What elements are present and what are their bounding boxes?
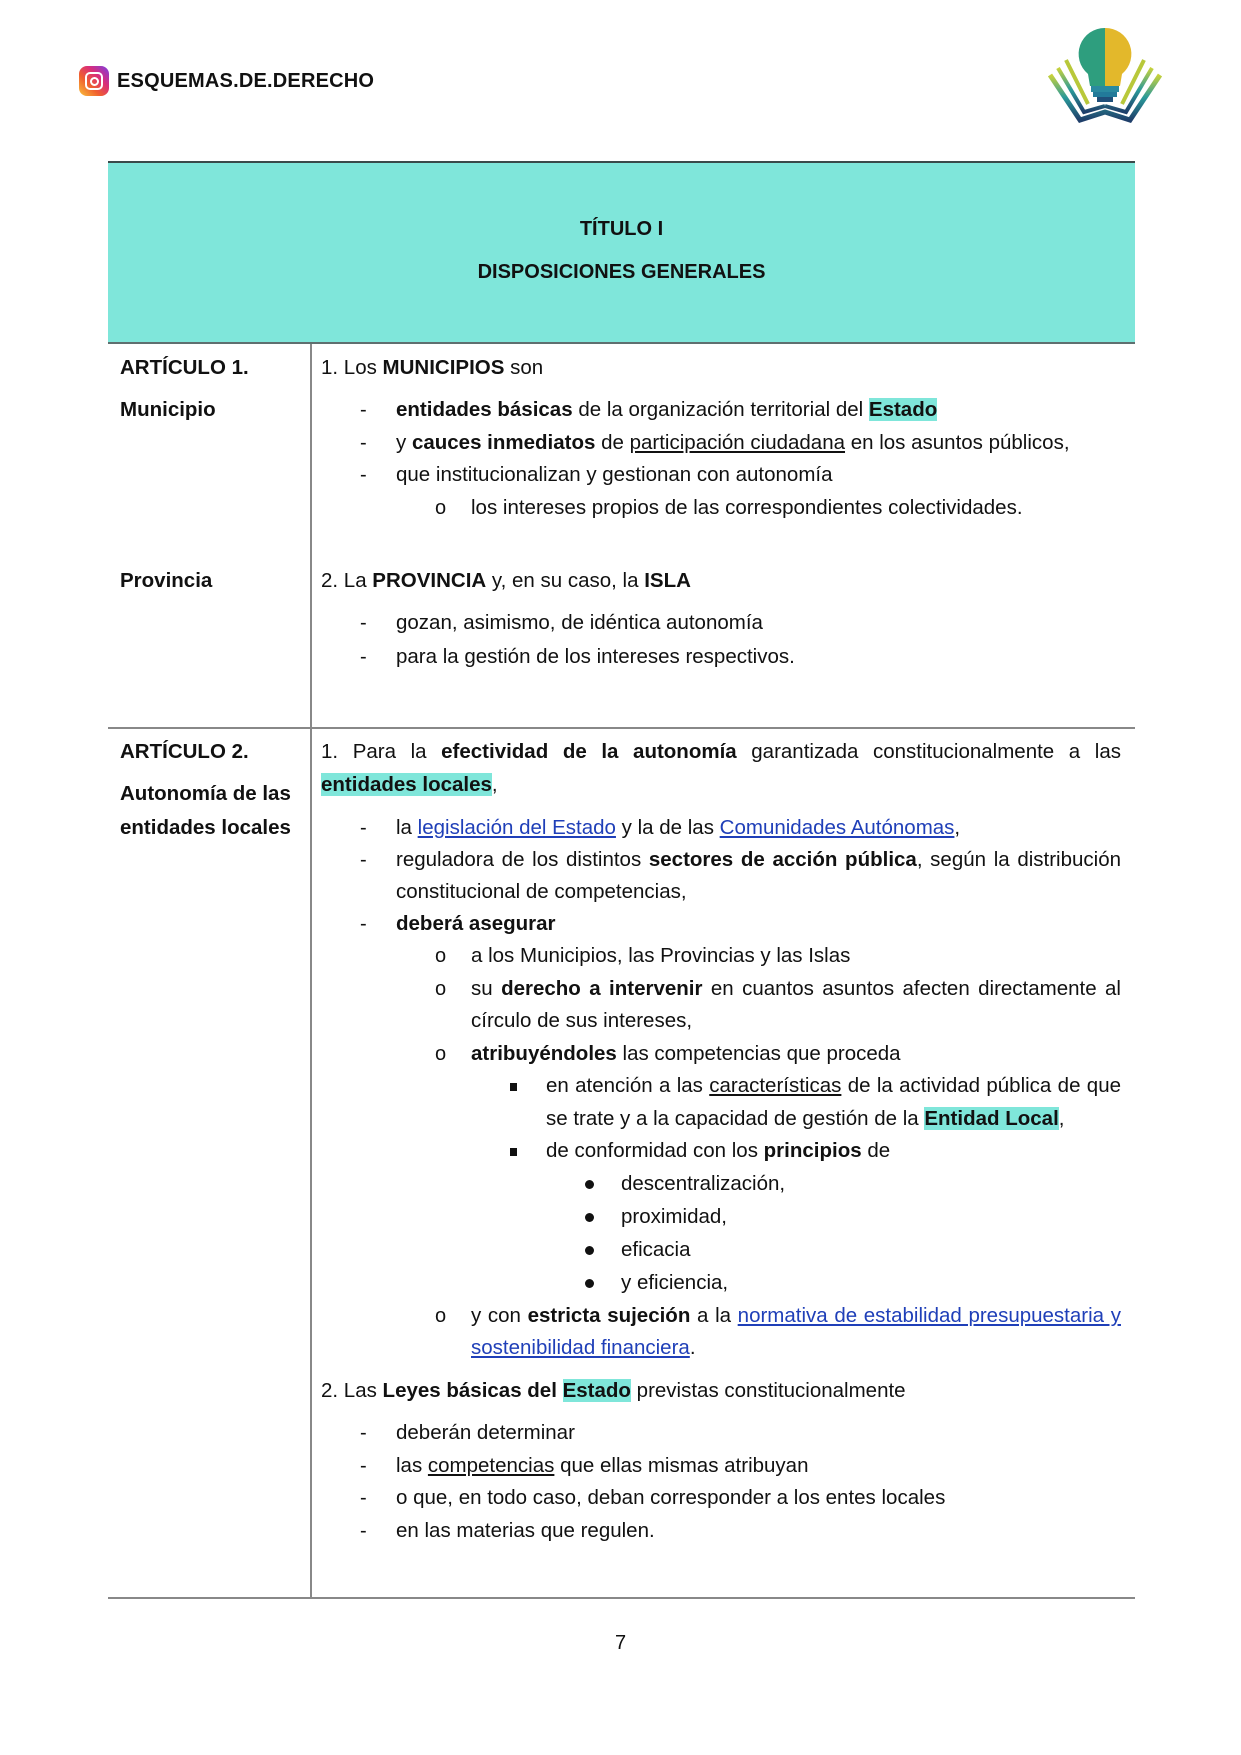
title-header [108, 163, 1135, 344]
art2-subbullet-d-cont: sostenibilidad financiera. [471, 1336, 696, 1359]
link-legislacion-estado[interactable]: legislación del Estado [417, 816, 616, 839]
row-divider [108, 727, 1135, 729]
art2-paragraph-1-line-2: entidades locales, [321, 773, 498, 796]
principle-item: proximidad, [621, 1205, 727, 1228]
page-number: 7 [614, 1632, 627, 1654]
art2-subbullet-c1-cont: se trate y a la capacidad de gestión de la Entidad Local, [546, 1107, 1065, 1130]
link-normativa-estabilidad[interactable]: normativa de estabilidad presupuestaria y [737, 1304, 1121, 1327]
dot-bullet [585, 1235, 594, 1265]
principle-item: descentralización, [621, 1172, 786, 1195]
link-sostenibilidad-financiera[interactable]: sostenibilidad financiera [471, 1336, 690, 1359]
dot-bullet [585, 1202, 594, 1232]
dash-bullet: - [360, 1520, 367, 1542]
principle-item: eficacia [621, 1238, 691, 1261]
art1-bullet-1: entidades básicas de la organización territorial del Estado [396, 398, 938, 421]
art2-paragraph-2: 2. Las Leyes básicas del Estado previstas constitucionalmente [321, 1379, 906, 1402]
art1-subbullet-1: los intereses propios de las correspondientes colectividades. [471, 496, 1023, 519]
art2-subbullet-c2: de conformidad con los principios de [546, 1139, 891, 1162]
circle-bullet: o [435, 1043, 447, 1065]
art2-p2-bullet-1: deberán determinar [396, 1421, 575, 1444]
art2-p2-bullet-3: o que, en todo caso, deban corresponder a los entes locales [396, 1486, 946, 1509]
dash-bullet: - [360, 612, 367, 634]
dash-bullet: - [360, 464, 367, 486]
art2-bullet-2-cont: constitucional de competencias, [396, 880, 687, 903]
link-comunidades-autonomas[interactable]: Comunidades Autónomas [719, 816, 955, 839]
principle-item: y eficiencia, [621, 1271, 729, 1294]
art2-subbullet-a: a los Municipios, las Provincias y las Islas [471, 944, 851, 967]
article-2-label: ARTÍCULO 2. [120, 740, 249, 763]
art2-subbullet-c: atribuyéndoles las competencias que proceda [471, 1042, 901, 1065]
art1-bullet-2: y cauces inmediatos de participación ciudadana en los asuntos públicos, [396, 431, 1070, 454]
article-1-provincia-label: Provincia [120, 569, 213, 592]
art1-bullet-4: gozan, asimismo, de idéntica autonomía [396, 611, 763, 634]
dash-bullet: - [360, 1455, 367, 1477]
art2-bullet-1: la legislación del Estado y la de las Comunidades Autónomas, [396, 816, 961, 839]
article-1-label: ARTÍCULO 1. [120, 356, 249, 379]
article-2-sublabel-2: entidades locales [120, 816, 291, 839]
square-bullet [510, 1071, 517, 1101]
title-name: DISPOSICIONES GENERALES [477, 261, 766, 283]
circle-bullet: o [435, 978, 447, 1000]
dot-bullet [585, 1268, 594, 1298]
art2-p2-bullet-2: las competencias que ellas mismas atribuyan [396, 1454, 809, 1477]
article-1-municipio-label: Municipio [120, 398, 216, 421]
art2-subbullet-b: su derecho a intervenir en cuantos asuntos afecten directamente al [471, 977, 1121, 1000]
circle-bullet: o [435, 497, 447, 519]
dot-bullet [585, 1169, 594, 1199]
art2-subbullet-c1: en atención a las características de la actividad pública de que [546, 1074, 1121, 1097]
brand [79, 66, 374, 96]
circle-bullet: o [435, 1305, 447, 1327]
dash-bullet: - [360, 1487, 367, 1509]
dash-bullet: - [360, 646, 367, 668]
lightbulb-brain-book-logo [1040, 20, 1170, 130]
art1-paragraph-1: 1. Los MUNICIPIOS son [321, 356, 544, 379]
brand-name: ESQUEMAS.DE.DERECHO [117, 69, 375, 92]
art1-bullet-3: que institucionalizan y gestionan con autonomía [396, 463, 833, 486]
art2-paragraph-1-line-1: 1. Para la efectividad de la autonomía garantizada constitucionalmente a las [321, 740, 1121, 763]
title-number: TÍTULO I [579, 218, 664, 240]
art2-bullet-3: deberá asegurar [396, 912, 556, 935]
art2-p2-bullet-4: en las materias que regulen. [396, 1519, 655, 1542]
art2-bullet-2: reguladora de los distintos sectores de acción pública, según la distribución [396, 848, 1122, 871]
art2-subbullet-d: y con estricta sujeción a la normativa de estabilidad presupuestaria y [471, 1304, 1121, 1327]
circle-bullet: o [435, 945, 447, 967]
article-2-sublabel-1: Autonomía de las [120, 782, 291, 805]
square-bullet [510, 1136, 517, 1166]
art2-subbullet-b-cont: círculo de sus intereses, [471, 1009, 693, 1032]
column-divider [310, 344, 312, 1599]
dash-bullet: - [360, 399, 367, 421]
articles-table [108, 161, 1135, 1599]
dash-bullet: - [360, 913, 367, 935]
dash-bullet: - [360, 849, 367, 871]
instagram-icon [79, 66, 109, 96]
art1-bullet-5: para la gestión de los intereses respectivos. [396, 645, 795, 668]
dash-bullet: - [360, 432, 367, 454]
dash-bullet: - [360, 1422, 367, 1444]
art1-paragraph-2: 2. La PROVINCIA y, en su caso, la ISLA [321, 569, 691, 592]
dash-bullet: - [360, 817, 367, 839]
table-bottom-border [108, 1597, 1135, 1599]
